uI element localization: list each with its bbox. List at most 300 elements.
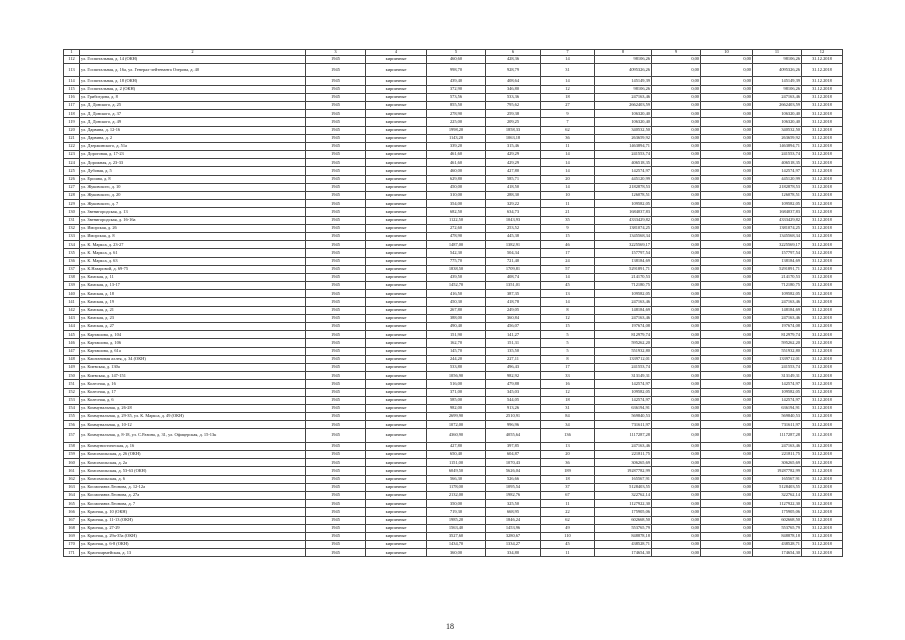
cell-wall-material: кирпичные [366, 413, 427, 421]
cell-address: ул. Камская, д. 19 [80, 298, 306, 306]
cell-cost-total: 2182878,53 [753, 183, 802, 191]
cell-year-built: 1945 [306, 388, 366, 396]
cell-row-number: 164 [64, 491, 80, 499]
cell-row-number: 158 [64, 442, 80, 450]
cell-living-area: 1095,54 [486, 483, 541, 491]
cell-row-number: 119 [64, 118, 80, 126]
cell-cost-col-10: 0,00 [701, 508, 753, 516]
cell-row-number: 171 [64, 549, 80, 557]
cell-cost-col-9: 0,00 [652, 265, 701, 273]
cell-deadline-date: 31.12.2018 [802, 347, 843, 355]
cell-cost-total: 445120,99 [753, 175, 802, 183]
header-deadline-date: 12 [802, 50, 843, 56]
cell-year-built: 1945 [306, 413, 366, 421]
table-row [64, 396, 843, 404]
cell-cost-total: 247163,46 [753, 298, 802, 306]
cell-wall-material: кирпичные [366, 347, 427, 355]
cell-cost-col-9: 0,00 [652, 459, 701, 467]
cell-cost-col-9: 0,00 [652, 475, 701, 483]
cell-living-area: 1043,93 [486, 216, 541, 224]
cell-address: ул. Иморская, д. 26 [80, 224, 306, 232]
table-row [64, 208, 843, 216]
table-row [64, 483, 843, 491]
cell-address: ул. Красноармейская, д. 13 [80, 549, 306, 557]
table-row [64, 298, 843, 306]
table-row [64, 500, 843, 508]
cell-estimated-cost: 848878,18 [595, 532, 652, 540]
cell-row-number: 153 [64, 396, 80, 404]
cell-residents: 22 [541, 508, 595, 516]
cell-estimated-cost: 602668,50 [595, 516, 652, 524]
cell-address: ул. Красная, д. 27-29 [80, 524, 306, 532]
cell-cost-col-10: 0,00 [701, 459, 753, 467]
cell-cost-total: 731611,97 [753, 421, 802, 429]
cell-total-area: 1487,00 [427, 241, 486, 249]
table-row [64, 167, 843, 175]
cell-cost-total: 247163,46 [753, 93, 802, 101]
cell-deadline-date: 31.12.2018 [802, 355, 843, 363]
cell-cost-total: 340532,50 [753, 126, 802, 134]
cell-deadline-date: 31.12.2018 [802, 388, 843, 396]
cell-cost-col-9: 0,00 [652, 151, 701, 159]
cell-address: ул. Госпитальная, д. 18 (ОКН) [80, 77, 306, 85]
cell-cost-total: 4095326,26 [753, 63, 802, 76]
cell-deadline-date: 31.12.2018 [802, 151, 843, 159]
cell-total-area: 350,00 [427, 500, 486, 508]
cell-wall-material: кирпичные [366, 183, 427, 191]
cell-deadline-date: 31.12.2018 [802, 467, 843, 475]
cell-deadline-date: 31.12.2018 [802, 429, 843, 442]
cell-estimated-cost: 5291891,71 [595, 265, 652, 273]
cell-cost-total: 142574,97 [753, 380, 802, 388]
cell-residents: 5 [541, 331, 595, 339]
cell-cost-col-9: 0,00 [652, 273, 701, 281]
cell-estimated-cost: 241553,74 [595, 363, 652, 371]
cell-deadline-date: 31.12.2018 [802, 483, 843, 491]
cell-wall-material: кирпичные [366, 363, 427, 371]
cell-total-area: 371,00 [427, 388, 486, 396]
cell-total-area: 244,20 [427, 355, 486, 363]
cell-cost-col-10: 0,00 [701, 524, 753, 532]
cell-deadline-date: 31.12.2018 [802, 380, 843, 388]
cell-cost-col-10: 0,00 [701, 413, 753, 421]
cell-residents: 57 [541, 265, 595, 273]
cell-estimated-cost: 148184,69 [595, 306, 652, 314]
cell-living-area: 1070,43 [486, 459, 541, 467]
page-number: 18 [446, 622, 454, 631]
cell-year-built: 1945 [306, 347, 366, 355]
cell-estimated-cost: 142574,97 [595, 396, 652, 404]
cell-wall-material: кирпичные [366, 459, 427, 467]
cell-total-area: 354,00 [427, 200, 486, 208]
cell-cost-col-9: 0,00 [652, 183, 701, 191]
cell-total-area: 682,50 [427, 208, 486, 216]
cell-deadline-date: 31.12.2018 [802, 167, 843, 175]
cell-cost-col-10: 0,00 [701, 167, 753, 175]
cell-living-area: 418,78 [486, 298, 541, 306]
cell-address: ул. Дорожная, д. 23-33 [80, 159, 306, 167]
cell-deadline-date: 31.12.2018 [802, 85, 843, 93]
cell-cost-col-9: 0,00 [652, 290, 701, 298]
cell-cost-total: 1339712,01 [753, 355, 802, 363]
cell-address: ул. Космонавта Леонова, д. 27а [80, 491, 306, 499]
cell-estimated-cost: 174654,30 [595, 549, 652, 557]
cell-residents: 14 [541, 77, 595, 85]
table-row [64, 273, 843, 281]
cell-deadline-date: 31.12.2018 [802, 249, 843, 257]
cell-total-area: 439,40 [427, 77, 486, 85]
cell-cost-col-10: 0,00 [701, 192, 753, 200]
cell-total-area: 2699,90 [427, 413, 486, 421]
header-cost-col-9: 9 [652, 50, 701, 56]
cell-estimated-cost: 157797,54 [595, 249, 652, 257]
cell-residents: 36 [541, 134, 595, 142]
cell-cost-col-9: 0,00 [652, 306, 701, 314]
cell-estimated-cost: 109582,05 [595, 290, 652, 298]
cell-estimated-cost: 445120,99 [595, 175, 652, 183]
cell-living-area: 3280,67 [486, 532, 541, 540]
cell-cost-col-9: 0,00 [652, 110, 701, 118]
cell-estimated-cost: 1345568,34 [595, 232, 652, 240]
cell-year-built: 1945 [306, 524, 366, 532]
cell-estimated-cost: 551932,80 [595, 347, 652, 355]
cell-cost-col-10: 0,00 [701, 151, 753, 159]
cell-cost-col-10: 0,00 [701, 541, 753, 549]
cell-residents: 62 [541, 516, 595, 524]
cell-cost-total: 19287782,99 [753, 467, 802, 475]
cell-address: ул. Иморская, д. 8 [80, 232, 306, 240]
header-estimated-cost: 8 [595, 50, 652, 56]
cell-row-number: 160 [64, 459, 80, 467]
cell-year-built: 1945 [306, 85, 366, 93]
cell-cost-total: 145149,39 [753, 77, 802, 85]
cell-living-area: 668,95 [486, 508, 541, 516]
cell-estimated-cost: 340532,50 [595, 126, 652, 134]
cell-cost-col-10: 0,00 [701, 475, 753, 483]
cell-total-area: 439,50 [427, 273, 486, 281]
cell-living-area: 429,29 [486, 159, 541, 167]
table-row [64, 508, 843, 516]
cell-year-built: 1945 [306, 126, 366, 134]
cell-cost-total: 848878,18 [753, 532, 802, 540]
cell-cost-col-10: 0,00 [701, 257, 753, 265]
cell-row-number: 161 [64, 467, 80, 475]
cell-cost-total: 3225569,17 [753, 241, 802, 249]
cell-living-area: 209,25 [486, 118, 541, 126]
cell-living-area: 408,64 [486, 77, 541, 85]
table-row [64, 159, 843, 167]
cell-cost-col-10: 0,00 [701, 282, 753, 290]
table-row [64, 118, 843, 126]
cell-cost-col-9: 0,00 [652, 314, 701, 322]
cell-living-area: 428,36 [486, 55, 541, 63]
cell-year-built: 1945 [306, 77, 366, 85]
cell-cost-total: 5291891,71 [753, 265, 802, 273]
cell-total-area: 162,70 [427, 339, 486, 347]
cell-wall-material: кирпичные [366, 159, 427, 167]
cell-estimated-cost: 2182878,53 [595, 183, 652, 191]
cell-wall-material: кирпичные [366, 500, 427, 508]
cell-residents: 14 [541, 151, 595, 159]
cell-address: ул. Камская, д. 13-17 [80, 282, 306, 290]
cell-year-built: 1945 [306, 216, 366, 224]
cell-estimated-cost: 109582,05 [595, 200, 652, 208]
cell-residents: 18 [541, 396, 595, 404]
cell-year-built: 1945 [306, 118, 366, 126]
table-row [64, 216, 843, 224]
cell-year-built: 1945 [306, 159, 366, 167]
cell-estimated-cost: 106320,40 [595, 110, 652, 118]
cell-deadline-date: 31.12.2018 [802, 532, 843, 540]
cell-address: ул. Коммунальная, д. 29-35, ул. К. Маркса, д. 49 (ОКН) [80, 413, 306, 421]
cell-address: ул. К. Маркса, д. 23-27 [80, 241, 306, 249]
cell-deadline-date: 31.12.2018 [802, 323, 843, 331]
cell-wall-material: кирпичные [366, 249, 427, 257]
cell-cost-total: 109582,05 [753, 388, 802, 396]
cell-row-number: 123 [64, 151, 80, 159]
cell-row-number: 139 [64, 282, 80, 290]
cell-row-number: 131 [64, 216, 80, 224]
cell-address: ул. Космонавта Леонова, д. 12-12а [80, 483, 306, 491]
cell-residents: 45 [541, 541, 595, 549]
table-row [64, 549, 843, 557]
table-row [64, 372, 843, 380]
cell-cost-col-9: 0,00 [652, 192, 701, 200]
cell-row-number: 157 [64, 429, 80, 442]
cell-cost-total: 126078,51 [753, 192, 802, 200]
table-row [64, 429, 843, 442]
table-row [64, 63, 843, 76]
cell-cost-total: 1684037,83 [753, 208, 802, 216]
cell-estimated-cost: 106320,40 [595, 118, 652, 126]
cell-wall-material: кирпичные [366, 175, 427, 183]
cell-year-built: 1945 [306, 257, 366, 265]
cell-cost-col-10: 0,00 [701, 363, 753, 371]
cell-living-area: 795,62 [486, 101, 541, 109]
cell-total-area: 516,00 [427, 380, 486, 388]
cell-residents: 12 [541, 388, 595, 396]
cell-deadline-date: 31.12.2018 [802, 404, 843, 412]
cell-year-built: 1945 [306, 224, 366, 232]
header-living-area: 6 [486, 50, 541, 56]
cell-cost-col-10: 0,00 [701, 500, 753, 508]
cell-year-built: 1945 [306, 372, 366, 380]
table-row [64, 200, 843, 208]
cell-residents: 84 [541, 413, 595, 421]
cell-year-built: 1945 [306, 363, 366, 371]
cell-residents: 11 [541, 500, 595, 508]
cell-cost-col-10: 0,00 [701, 421, 753, 429]
cell-wall-material: кирпичные [366, 442, 427, 450]
cell-estimated-cost: 306265,69 [595, 459, 652, 467]
cell-estimated-cost: 247163,46 [595, 314, 652, 322]
cell-residents: 18 [541, 475, 595, 483]
cell-cost-col-9: 0,00 [652, 323, 701, 331]
cell-deadline-date: 31.12.2018 [802, 183, 843, 191]
cell-cost-col-9: 0,00 [652, 491, 701, 499]
cell-year-built: 1945 [306, 396, 366, 404]
cell-living-area: 427,80 [486, 167, 541, 175]
cell-wall-material: кирпичные [366, 314, 427, 322]
cell-deadline-date: 31.12.2018 [802, 421, 843, 429]
cell-deadline-date: 31.12.2018 [802, 126, 843, 134]
cell-deadline-date: 31.12.2018 [802, 63, 843, 76]
cell-deadline-date: 31.12.2018 [802, 290, 843, 298]
table-row [64, 282, 843, 290]
cell-row-number: 138 [64, 273, 80, 281]
cell-estimated-cost: 138184,69 [595, 257, 652, 265]
cell-cost-col-10: 0,00 [701, 451, 753, 459]
cell-total-area: 1178,00 [427, 483, 486, 491]
table-row [64, 257, 843, 265]
cell-deadline-date: 31.12.2018 [802, 314, 843, 322]
cell-cost-col-9: 0,00 [652, 508, 701, 516]
cell-cost-total: 322762,14 [753, 491, 802, 499]
cell-cost-col-10: 0,00 [701, 404, 753, 412]
cell-living-area: 721,40 [486, 257, 541, 265]
cell-address: ул. Карташова, д. 106 [80, 339, 306, 347]
cell-estimated-cost: 322762,14 [595, 491, 652, 499]
cell-year-built: 1945 [306, 549, 366, 557]
cell-total-area: 416,50 [427, 290, 486, 298]
cell-address: ул. Комсомольская, д. 6 [80, 475, 306, 483]
table-row [64, 442, 843, 450]
cell-address: ул. Киевская, д. 147-151 [80, 372, 306, 380]
cell-total-area: 1998,20 [427, 126, 486, 134]
header-address: 2 [80, 50, 306, 56]
cell-total-area: 278,90 [427, 110, 486, 118]
cell-row-number: 130 [64, 208, 80, 216]
table-row [64, 323, 843, 331]
cell-cost-total: 157797,54 [753, 249, 802, 257]
cell-row-number: 118 [64, 110, 80, 118]
cell-estimated-cost: 126078,51 [595, 192, 652, 200]
cell-address: ул. Каштановая аллея, д. 34 (ОКН) [80, 355, 306, 363]
cell-cost-col-10: 0,00 [701, 372, 753, 380]
cell-residents: 62 [541, 126, 595, 134]
cell-estimated-cost: 569840,53 [595, 413, 652, 421]
cell-cost-col-10: 0,00 [701, 200, 753, 208]
cell-cost-total: 142574,97 [753, 167, 802, 175]
cell-residents: 14 [541, 167, 595, 175]
cell-deadline-date: 31.12.2018 [802, 93, 843, 101]
cell-total-area: 1434,70 [427, 541, 486, 549]
cell-cost-total: 712180,75 [753, 282, 802, 290]
cell-total-area: 145,70 [427, 347, 486, 355]
cell-row-number: 122 [64, 142, 80, 150]
cell-residents: 14 [541, 55, 595, 63]
cell-residents: 18 [541, 93, 595, 101]
cell-cost-col-9: 0,00 [652, 355, 701, 363]
cell-cost-col-10: 0,00 [701, 126, 753, 134]
cell-cost-col-9: 0,00 [652, 483, 701, 491]
cell-residents: 17 [541, 249, 595, 257]
cell-row-number: 152 [64, 388, 80, 396]
cell-cost-total: 138184,69 [753, 257, 802, 265]
cell-cost-total: 636194,91 [753, 404, 802, 412]
cell-cost-col-9: 0,00 [652, 347, 701, 355]
cell-living-area: 996,96 [486, 421, 541, 429]
cell-deadline-date: 31.12.2018 [802, 118, 843, 126]
cell-cost-total: 148184,69 [753, 306, 802, 314]
cell-wall-material: кирпичные [366, 467, 427, 475]
cell-living-area: 135,50 [486, 347, 541, 355]
cell-wall-material: кирпичные [366, 380, 427, 388]
cell-living-area: 334,80 [486, 549, 541, 557]
cell-address: ул. Ерошва, д. 8 [80, 175, 306, 183]
cell-total-area: 855,50 [427, 101, 486, 109]
cell-wall-material: кирпичные [366, 549, 427, 557]
cell-deadline-date: 31.12.2018 [802, 413, 843, 421]
table-row [64, 516, 843, 524]
cell-estimated-cost: 812979,74 [595, 331, 652, 339]
cell-wall-material: кирпичные [366, 483, 427, 491]
cell-row-number: 126 [64, 175, 80, 183]
cell-deadline-date: 31.12.2018 [802, 282, 843, 290]
cell-year-built: 1945 [306, 273, 366, 281]
table-row [64, 224, 843, 232]
cell-year-built: 1945 [306, 55, 366, 63]
cell-address: ул. Комсомольская, д. 26 (ОКН) [80, 451, 306, 459]
cell-cost-col-10: 0,00 [701, 175, 753, 183]
cell-estimated-cost: 438528,71 [595, 541, 652, 549]
cell-address: ул. Камская, д. 18 [80, 290, 306, 298]
cell-row-number: 117 [64, 101, 80, 109]
cell-address: ул. Комсомольская, д. 2а [80, 459, 306, 467]
cell-estimated-cost: 263659,92 [595, 134, 652, 142]
cell-cost-col-9: 0,00 [652, 126, 701, 134]
cell-row-number: 116 [64, 93, 80, 101]
cell-cost-col-9: 0,00 [652, 500, 701, 508]
table-row [64, 380, 843, 388]
cell-address: ул. Камская, д. 23 [80, 314, 306, 322]
cell-cost-total: 551932,80 [753, 347, 802, 355]
cell-estimated-cost: 1117287,28 [595, 429, 652, 442]
cell-year-built: 1945 [306, 475, 366, 483]
cell-total-area: 585,00 [427, 396, 486, 404]
cell-living-area: 1858,33 [486, 126, 541, 134]
cell-living-area: 408,74 [486, 273, 541, 281]
cell-wall-material: кирпичные [366, 265, 427, 273]
cell-living-area: 1453,96 [486, 524, 541, 532]
cell-wall-material: кирпичные [366, 142, 427, 150]
cell-estimated-cost: 553765,79 [595, 524, 652, 532]
cell-address: ул. Красная, д. 11-13 (ОКН) [80, 516, 306, 524]
cell-estimated-cost: 2662403,59 [595, 101, 652, 109]
cell-living-area: 387,35 [486, 290, 541, 298]
table-row [64, 101, 843, 109]
table-row [64, 363, 843, 371]
cell-total-area: 461,60 [427, 159, 486, 167]
cell-address: ул. Колесная, д. 17 [80, 388, 306, 396]
cell-deadline-date: 31.12.2018 [802, 200, 843, 208]
cell-cost-col-10: 0,00 [701, 142, 753, 150]
header-year-built: 3 [306, 50, 366, 56]
cell-cost-total: 306265,69 [753, 459, 802, 467]
cell-address: ул. Жуковского, д. 20 [80, 192, 306, 200]
cell-wall-material: кирпичные [366, 167, 427, 175]
cell-residents: 7 [541, 118, 595, 126]
cell-cost-col-10: 0,00 [701, 331, 753, 339]
table-body [64, 50, 843, 557]
cell-deadline-date: 31.12.2018 [802, 77, 843, 85]
table-row [64, 249, 843, 257]
cell-wall-material: кирпичные [366, 323, 427, 331]
cell-year-built: 1945 [306, 500, 366, 508]
cell-row-number: 170 [64, 541, 80, 549]
cell-total-area: 542,30 [427, 249, 486, 257]
cell-row-number: 115 [64, 85, 80, 93]
